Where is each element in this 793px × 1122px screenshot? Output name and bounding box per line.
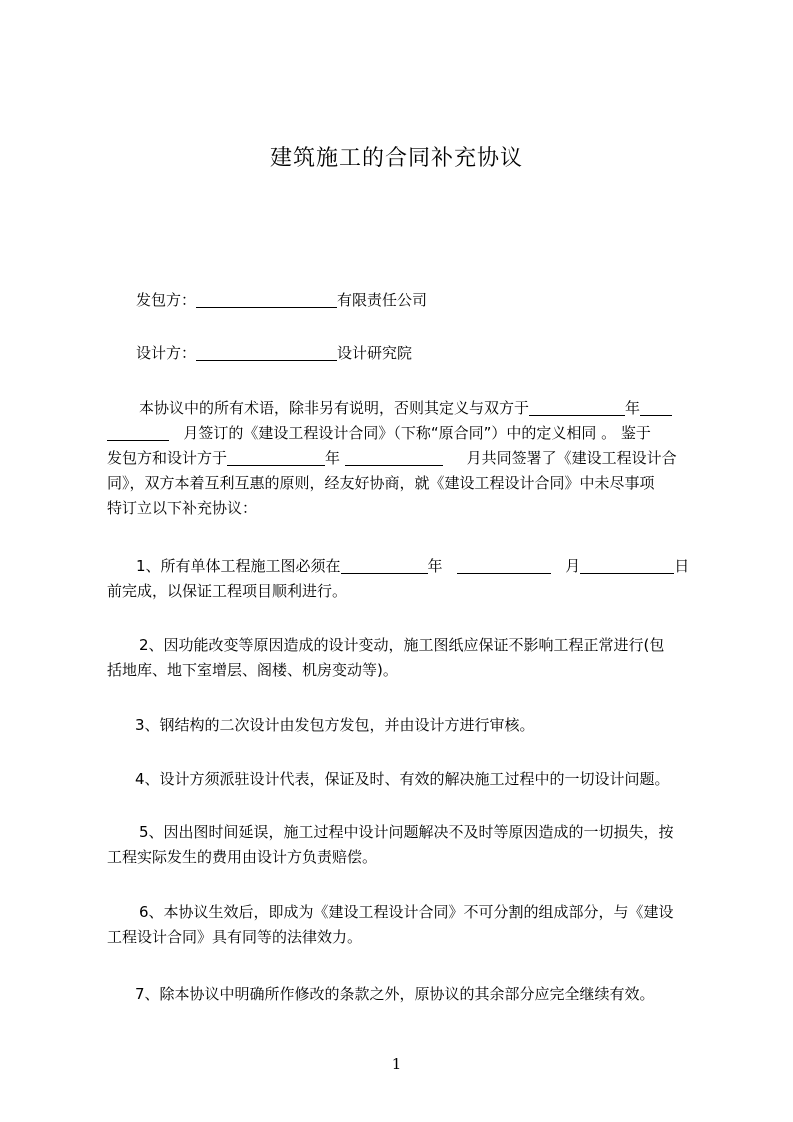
party-a-suffix: 有限责任公司: [337, 291, 428, 309]
clause-1-line-1: [107, 554, 713, 579]
clause-6-line-2: 工程设计合同》具有同等的法律效力。: [107, 928, 363, 946]
clause-1: [107, 554, 713, 604]
preamble-month-blank-1a[interactable]: [640, 399, 672, 416]
clause-5-line-2: 工程实际发生的费用由设计方负责赔偿。: [107, 848, 378, 866]
document-title: 建筑施工的合同补充协议: [269, 146, 523, 171]
clause-2-line-2: 括地库、地下室增层、阁楼、机房变动等)。: [107, 661, 398, 679]
clause-1-line-2: 前完成，以保证工程项目顺利进行。: [107, 582, 348, 600]
preamble-line-1: [107, 396, 713, 421]
clause-1-text: 1、所有单体工程施工图必须在: [136, 557, 341, 575]
clause-1-month-label: 月: [565, 557, 581, 575]
party-b-label: 设计方：: [136, 344, 197, 362]
clause-4: 4、设计方须派驻设计代表，保证及时、有效的解决施工过程中的一切设计问题。: [135, 770, 670, 788]
preamble-month-blank-1b[interactable]: [107, 424, 169, 441]
clause-5: [107, 820, 713, 870]
preamble-line-2: [107, 421, 713, 446]
preamble-line-3: [107, 446, 713, 471]
preamble-paragraph: [107, 396, 713, 521]
preamble-year-blank-2[interactable]: [227, 449, 325, 466]
party-b-line: [107, 341, 742, 366]
party-b-suffix: 设计研究院: [337, 344, 413, 362]
clause-1-day-label: 日: [674, 557, 690, 575]
preamble-text-3: 发包方和设计方于: [107, 449, 228, 467]
party-a-line: [107, 288, 742, 313]
clause-1-month-blank[interactable]: [457, 557, 551, 574]
clause-6: [107, 900, 713, 950]
clause-7: 7、除本协议中明确所作修改的条款之外，原协议的其余部分应完全继续有效。: [135, 985, 655, 1003]
party-b-blank[interactable]: [196, 344, 337, 361]
preamble-year-label-1: 年: [625, 399, 641, 417]
party-a-blank[interactable]: [196, 291, 337, 308]
clause-1-day-blank[interactable]: [580, 557, 674, 574]
clause-5-line-1: 5、因出图时间延误，施工过程中设计问题解决不及时等原因造成的一切损失，按: [139, 823, 674, 841]
party-a-label: 发包方：: [136, 291, 197, 309]
clause-6-line-1: 6、本协议生效后，即成为《建设工程设计合同》不可分割的组成部分，与《建设: [139, 903, 674, 921]
preamble-year-label-2: 年: [325, 449, 341, 467]
preamble-month-blank-2[interactable]: [345, 449, 443, 466]
clause-2: [107, 633, 713, 683]
preamble-text-4: 月共同签署了《建设工程设计合: [466, 449, 677, 467]
preamble-text-1: 本协议中的所有术语，除非另有说明，否则其定义与双方于: [139, 399, 530, 417]
page-number: 1: [391, 1055, 402, 1073]
preamble-year-blank-1[interactable]: [529, 399, 625, 416]
preamble-line-4: 同》，双方本着互利互惠的原则，经友好协商，就《建设工程设计合同》中未尽事项: [107, 474, 655, 492]
clause-2-line-1: 2、因功能改变等原因造成的设计变动，施工图纸应保证不影响工程正常进行(包: [139, 636, 665, 654]
clause-3: 3、钢结构的二次设计由发包方发包，并由设计方进行审核。: [135, 716, 535, 734]
preamble-text-2: 月签订的《建设工程设计合同》（下称“原合同”）中的定义相同 。 鉴于: [183, 424, 651, 442]
preamble-line-5: 特订立以下补充协议：: [107, 499, 258, 517]
clause-1-year-label: 年: [427, 557, 443, 575]
clause-1-year-blank[interactable]: [341, 557, 428, 574]
